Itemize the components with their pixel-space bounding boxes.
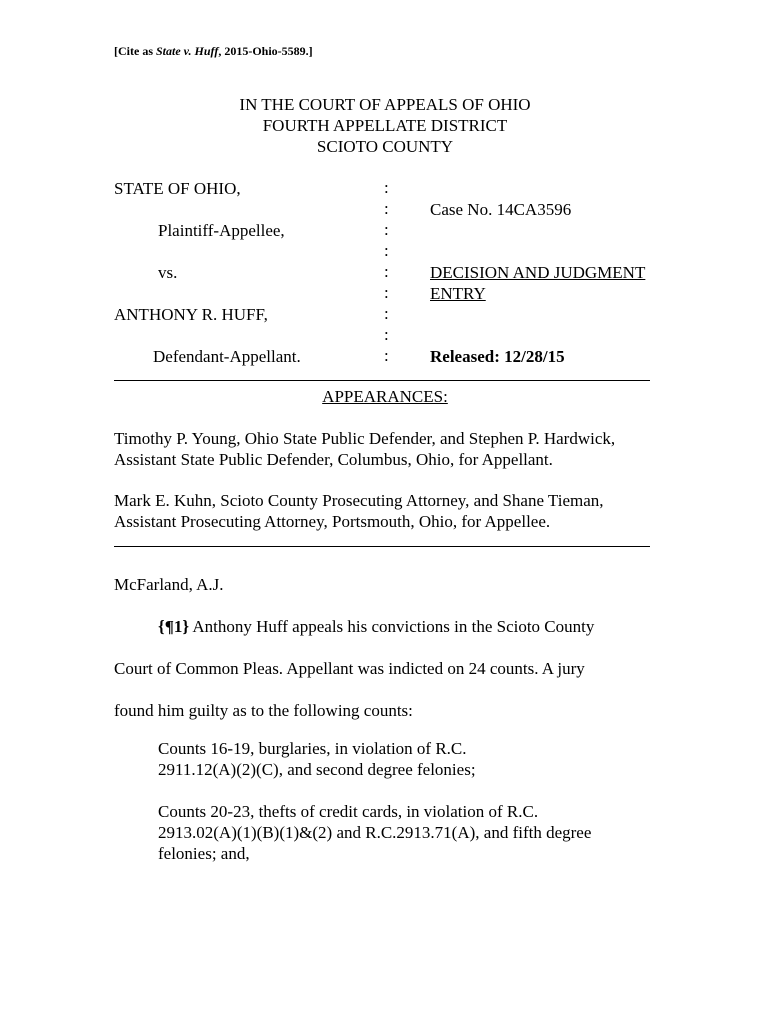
decision-title-line2: ENTRY bbox=[430, 284, 486, 303]
appellant-counsel-line2: Assistant State Public Defender, Columbus, Ohio, for Appellant. bbox=[114, 450, 553, 469]
court-county: SCIOTO COUNTY bbox=[316, 137, 454, 156]
citation-prefix: [Cite as bbox=[114, 44, 156, 58]
count-list-item-1-line2: 2911.12(A)(2)(C), and second degree felonies; bbox=[158, 760, 476, 779]
appellee-counsel-line2: Assistant Prosecuting Attorney, Portsmouth, Ohio, for Appellee. bbox=[114, 512, 551, 531]
defendant-role: Defendant-Appellant. bbox=[153, 347, 301, 366]
opinion-paragraph-1-line3: found him guilty as to the following counts: bbox=[114, 701, 413, 720]
release-date: Released: 12/28/15 bbox=[430, 347, 565, 366]
divider-rule bbox=[114, 546, 650, 547]
citation-suffix: , 2015-Ohio-5589.] bbox=[218, 44, 313, 58]
caption-colon: : bbox=[384, 283, 389, 302]
plaintiff-name: STATE OF OHIO, bbox=[114, 179, 241, 198]
divider-rule bbox=[114, 380, 650, 381]
appellant-counsel-line1: Timothy P. Young, Ohio State Public Defender, and Stephen P. Hardwick, bbox=[114, 429, 616, 448]
citation-header bbox=[114, 44, 313, 59]
caption-colon: : bbox=[384, 346, 389, 365]
caption-colon: : bbox=[384, 220, 389, 239]
case-number: Case No. 14CA3596 bbox=[430, 200, 572, 219]
count-list-item-2-line3: felonies; and, bbox=[158, 844, 250, 863]
caption-colon: : bbox=[384, 304, 389, 323]
count-list-item-2-line2: 2913.02(A)(1)(B)(1)&(2) and R.C.2913.71(A), and fifth degree bbox=[158, 823, 592, 842]
court-district: FOURTH APPELLATE DISTRICT bbox=[262, 116, 508, 135]
opinion-paragraph-1-line1 bbox=[158, 616, 594, 637]
versus-label: vs. bbox=[158, 263, 178, 282]
citation-case-name: State v. Huff bbox=[156, 44, 219, 58]
caption-colon: : bbox=[384, 262, 389, 281]
paragraph-text: Anthony Huff appeals his convictions in the Scioto County bbox=[189, 617, 595, 636]
defendant-name: ANTHONY R. HUFF, bbox=[114, 305, 268, 324]
paragraph-marker: {¶1} bbox=[158, 617, 190, 636]
opinion-author: McFarland, A.J. bbox=[114, 575, 224, 594]
opinion-paragraph-1-line2: Court of Common Pleas. Appellant was indicted on 24 counts. A jury bbox=[114, 659, 585, 678]
plaintiff-role: Plaintiff-Appellee, bbox=[158, 221, 285, 240]
count-list-item-1-line1: Counts 16-19, burglaries, in violation of R.C. bbox=[158, 739, 467, 758]
count-list-item-2-line1: Counts 20-23, thefts of credit cards, in violation of R.C. bbox=[158, 802, 539, 821]
appellee-counsel-line1: Mark E. Kuhn, Scioto County Prosecuting Attorney, and Shane Tieman, bbox=[114, 491, 604, 510]
decision-title-line1: DECISION AND JUDGMENT bbox=[430, 263, 646, 282]
appearances-heading: APPEARANCES: bbox=[322, 387, 448, 406]
caption-colon: : bbox=[384, 241, 389, 260]
caption-colon: : bbox=[384, 178, 389, 197]
caption-colon: : bbox=[384, 199, 389, 218]
court-name: IN THE COURT OF APPEALS OF OHIO bbox=[239, 95, 531, 114]
caption-colon: : bbox=[384, 325, 389, 344]
